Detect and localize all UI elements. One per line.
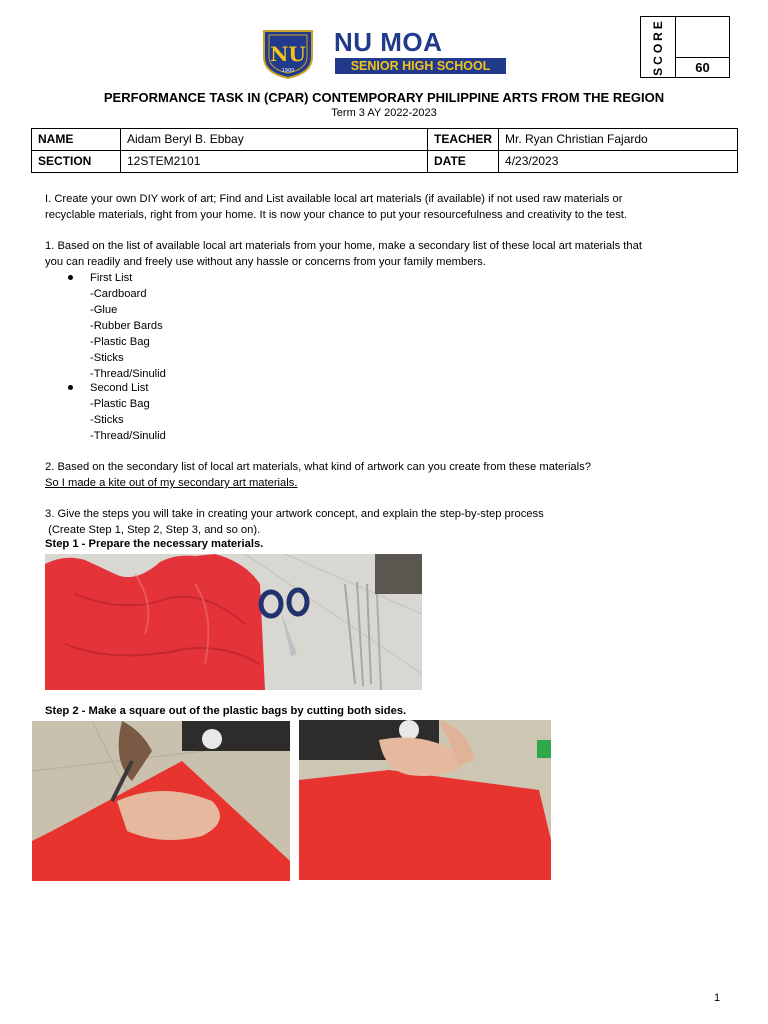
score-label: SCORE <box>651 18 665 76</box>
name-label: NAME <box>32 129 121 151</box>
brand-subtitle: SENIOR HIGH SCHOOL <box>335 58 506 74</box>
brand-name: NU MOA <box>334 27 443 57</box>
step-2-photo-left <box>32 721 290 881</box>
list-item: -Plastic Bag <box>90 398 150 410</box>
list-item: -Thread/Sinulid <box>90 368 166 380</box>
question-2-text: 2. Based on the secondary list of local art materials, what kind of artwork can you create from these materials? <box>45 461 591 473</box>
date-value: 4/23/2023 <box>499 151 738 173</box>
list-item: -Plastic Bag <box>90 336 150 348</box>
step-2-photo-right <box>299 720 551 880</box>
question-2 <box>45 459 735 491</box>
step-1-heading: Step 1 - Prepare the necessary materials. <box>45 538 264 550</box>
svg-text:NU: NU <box>270 42 306 66</box>
question-3-line: (Create Step 1, Step 2, Step 3, and so on). <box>45 524 261 536</box>
second-list-title: Second List <box>90 382 149 394</box>
first-list-title: First List <box>90 272 133 284</box>
table-row <box>32 129 738 151</box>
question-2-answer: So I made a kite out of my secondary art materials. <box>45 477 298 489</box>
document-term: Term 3 AY 2022-2023 <box>331 107 437 119</box>
question-3-line: 3. Give the steps you will take in creating your artwork concept, and explain the step-by-step process <box>45 508 544 520</box>
list-item: -Cardboard <box>90 288 147 300</box>
teacher-label: TEACHER <box>428 129 499 151</box>
question-1 <box>45 238 735 270</box>
list-item: -Sticks <box>90 414 124 426</box>
name-value: Aidam Beryl B. Ebbay <box>121 129 428 151</box>
score-box <box>640 16 730 78</box>
score-divider <box>676 57 729 58</box>
list-item: -Rubber Bards <box>90 320 163 332</box>
intro-paragraph <box>45 191 735 223</box>
question-1-line: 1. Based on the list of available local art materials from your home, make a secondary list of these local art materials that <box>45 240 642 252</box>
table-row <box>32 151 738 173</box>
document-title: PERFORMANCE TASK IN (CPAR) CONTEMPORARY PHILIPPINE ARTS FROM THE REGION <box>103 90 665 105</box>
section-label: SECTION <box>32 151 121 173</box>
second-list <box>90 380 166 444</box>
step-1-photo <box>45 554 422 690</box>
question-1-line: you can readily and freely use without any hassle or concerns from your family members. <box>45 256 486 268</box>
page-number: 1 <box>714 992 721 1004</box>
intro-line: I. Create your own DIY work of art; Find and List available local art materials (if available) if not used raw materials or <box>45 193 623 205</box>
step-2-heading: Step 2 - Make a square out of the plastic bags by cutting both sides. <box>45 705 407 717</box>
intro-line: recyclable materials, right from your home. It is now your chance to put your resourcefulness and creativity to the test. <box>45 209 628 221</box>
first-list <box>90 270 166 382</box>
question-3 <box>45 506 735 538</box>
bullet-icon <box>68 275 73 280</box>
svg-text:1900: 1900 <box>281 68 295 74</box>
list-item: -Glue <box>90 304 118 316</box>
list-item: -Thread/Sinulid <box>90 430 166 442</box>
teacher-value: Mr. Ryan Christian Fajardo <box>499 129 738 151</box>
list-item: -Sticks <box>90 352 124 364</box>
score-value: 60 <box>695 60 710 75</box>
date-label: DATE <box>428 151 499 173</box>
bullet-icon <box>68 385 73 390</box>
student-info-table <box>31 128 738 173</box>
score-label-cell <box>641 17 676 77</box>
school-logo <box>260 27 316 79</box>
section-value: 12STEM2101 <box>121 151 428 173</box>
